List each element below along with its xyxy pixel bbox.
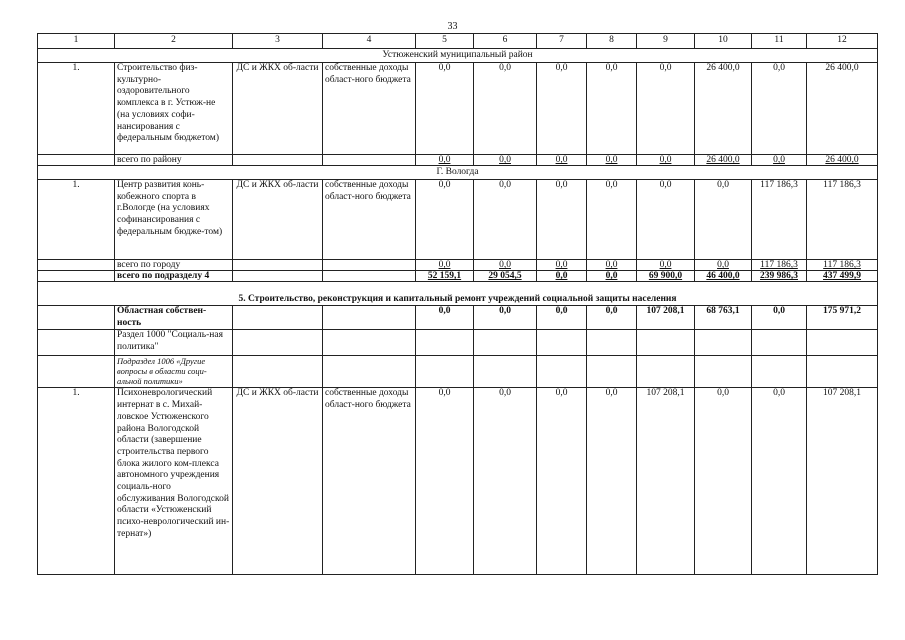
value-cell: 0,0 xyxy=(474,388,537,575)
value-cell: 0,0 xyxy=(695,260,752,271)
value-cell: 117 186,3 xyxy=(752,180,807,260)
value-cell: 0,0 xyxy=(474,180,537,260)
value-cell: 0,0 xyxy=(637,155,695,166)
table-row xyxy=(38,63,878,155)
value-cell: 69 900,0 xyxy=(637,271,695,282)
executor: ДС и ЖКХ об-ласти xyxy=(233,388,323,575)
podrazdel-label: Подраздел 1006 «Другие вопросы в области соци-альной политики» xyxy=(115,356,233,388)
value-cell: 0,0 xyxy=(537,180,587,260)
value-cell: 26 400,0 xyxy=(695,155,752,166)
column-header-row xyxy=(38,34,878,49)
row-number: 1. xyxy=(38,63,115,155)
col-header: 3 xyxy=(233,34,323,49)
value-cell: 437 499,9 xyxy=(807,271,878,282)
value-cell: 117 186,3 xyxy=(807,260,878,271)
object-name: Строительство физ-культурно-оздоровительного комплекса в г. Устюж-не (на условиях софи-нансирования с федеральным бюджетом) xyxy=(115,63,233,155)
value-cell: 26 400,0 xyxy=(695,63,752,155)
budget-table xyxy=(37,33,878,575)
total-label: всего по городу xyxy=(115,260,233,271)
total-label: всего по району xyxy=(115,155,233,166)
table-row xyxy=(38,388,878,575)
section-title: Устюженский муниципальный район xyxy=(38,49,878,63)
value-cell: 26 400,0 xyxy=(807,155,878,166)
value-cell: 0,0 xyxy=(752,306,807,330)
page-number: 33 xyxy=(447,21,458,32)
section-title-row xyxy=(38,166,878,180)
city-total-row xyxy=(38,260,878,271)
value-cell: 239 986,3 xyxy=(752,271,807,282)
district-total-row xyxy=(38,155,878,166)
value-cell: 26 400,0 xyxy=(807,63,878,155)
value-cell: 0,0 xyxy=(474,155,537,166)
value-cell: 0,0 xyxy=(416,388,474,575)
col-header: 4 xyxy=(323,34,416,49)
value-cell: 0,0 xyxy=(537,260,587,271)
value-cell: 0,0 xyxy=(637,260,695,271)
value-cell: 29 054,5 xyxy=(474,271,537,282)
podrazdel-row xyxy=(38,356,878,388)
col-header: 1 xyxy=(38,34,115,49)
value-cell: 0,0 xyxy=(695,388,752,575)
value-cell: 0,0 xyxy=(416,260,474,271)
value-cell: 0,0 xyxy=(474,63,537,155)
funding-source: собственные доходы област-ного бюджета xyxy=(323,388,416,575)
row-number: 1. xyxy=(38,388,115,575)
value-cell: 0,0 xyxy=(637,63,695,155)
value-cell: 0,0 xyxy=(474,306,537,330)
value-cell: 0,0 xyxy=(474,260,537,271)
value-cell: 0,0 xyxy=(537,271,587,282)
section-title-row xyxy=(38,294,878,306)
subsection-total-row xyxy=(38,271,878,282)
table-row xyxy=(38,180,878,260)
oblast-property-row xyxy=(38,306,878,330)
executor: ДС и ЖКХ об-ласти xyxy=(233,180,323,260)
value-cell: 0,0 xyxy=(752,63,807,155)
section-title-row xyxy=(38,49,878,63)
value-cell: 68 763,1 xyxy=(695,306,752,330)
value-cell: 0,0 xyxy=(537,306,587,330)
razdel-label: Раздел 1000 "Социаль-ная политика" xyxy=(115,330,233,356)
funding-source: собственные доходы област-ного бюджета xyxy=(323,180,416,260)
value-cell: 0,0 xyxy=(416,306,474,330)
executor: ДС и ЖКХ об-ласти xyxy=(233,63,323,155)
value-cell: 0,0 xyxy=(752,155,807,166)
value-cell: 0,0 xyxy=(587,388,637,575)
col-header: 11 xyxy=(752,34,807,49)
value-cell: 0,0 xyxy=(537,63,587,155)
value-cell: 0,0 xyxy=(587,180,637,260)
value-cell: 52 159,1 xyxy=(416,271,474,282)
value-cell: 0,0 xyxy=(587,306,637,330)
value-cell: 0,0 xyxy=(537,155,587,166)
value-cell: 0,0 xyxy=(587,260,637,271)
section-title: 5. Строительство, реконструкция и капитальный ремонт учреждений социальной защиты населения xyxy=(38,294,878,306)
value-cell: 0,0 xyxy=(416,180,474,260)
value-cell: 107 208,1 xyxy=(637,388,695,575)
oblast-label: Областная собствен-ность xyxy=(115,306,233,330)
col-header: 10 xyxy=(695,34,752,49)
value-cell: 0,0 xyxy=(637,180,695,260)
value-cell: 107 208,1 xyxy=(807,388,878,575)
value-cell: 0,0 xyxy=(752,388,807,575)
col-header: 6 xyxy=(474,34,537,49)
col-header: 5 xyxy=(416,34,474,49)
funding-source: собственные доходы област-ного бюджета xyxy=(323,63,416,155)
value-cell: 0,0 xyxy=(537,388,587,575)
col-header: 9 xyxy=(637,34,695,49)
object-name: Психоневрологический интернат в с. Михай-ловское Устюженского района Вологодской области (завершение строительства первого блока жилого ком-плекса автономного учреждения социаль-ного обслуживания Вологодской области «Устюженский психо-неврологический ин-тернат») xyxy=(115,388,233,575)
value-cell: 0,0 xyxy=(587,271,637,282)
value-cell: 46 400,0 xyxy=(695,271,752,282)
col-header: 2 xyxy=(115,34,233,49)
value-cell: 0,0 xyxy=(587,155,637,166)
col-header: 8 xyxy=(587,34,637,49)
value-cell: 117 186,3 xyxy=(807,180,878,260)
value-cell: 117 186,3 xyxy=(752,260,807,271)
razdel-row xyxy=(38,330,878,356)
value-cell: 0,0 xyxy=(416,155,474,166)
section-title: Г. Вологда xyxy=(38,166,878,180)
value-cell: 107 208,1 xyxy=(637,306,695,330)
spacer-row xyxy=(38,282,878,295)
total-label: всего по подразделу 4 xyxy=(115,271,233,282)
value-cell: 0,0 xyxy=(416,63,474,155)
col-header: 7 xyxy=(537,34,587,49)
value-cell: 0,0 xyxy=(695,180,752,260)
value-cell: 0,0 xyxy=(587,63,637,155)
object-name: Центр развития конь-кобежного спорта в г.Вологде (на условиях софинансирования с федеральным бюдже-том) xyxy=(115,180,233,260)
row-number: 1. xyxy=(38,180,115,260)
col-header: 12 xyxy=(807,34,878,49)
value-cell: 175 971,2 xyxy=(807,306,878,330)
